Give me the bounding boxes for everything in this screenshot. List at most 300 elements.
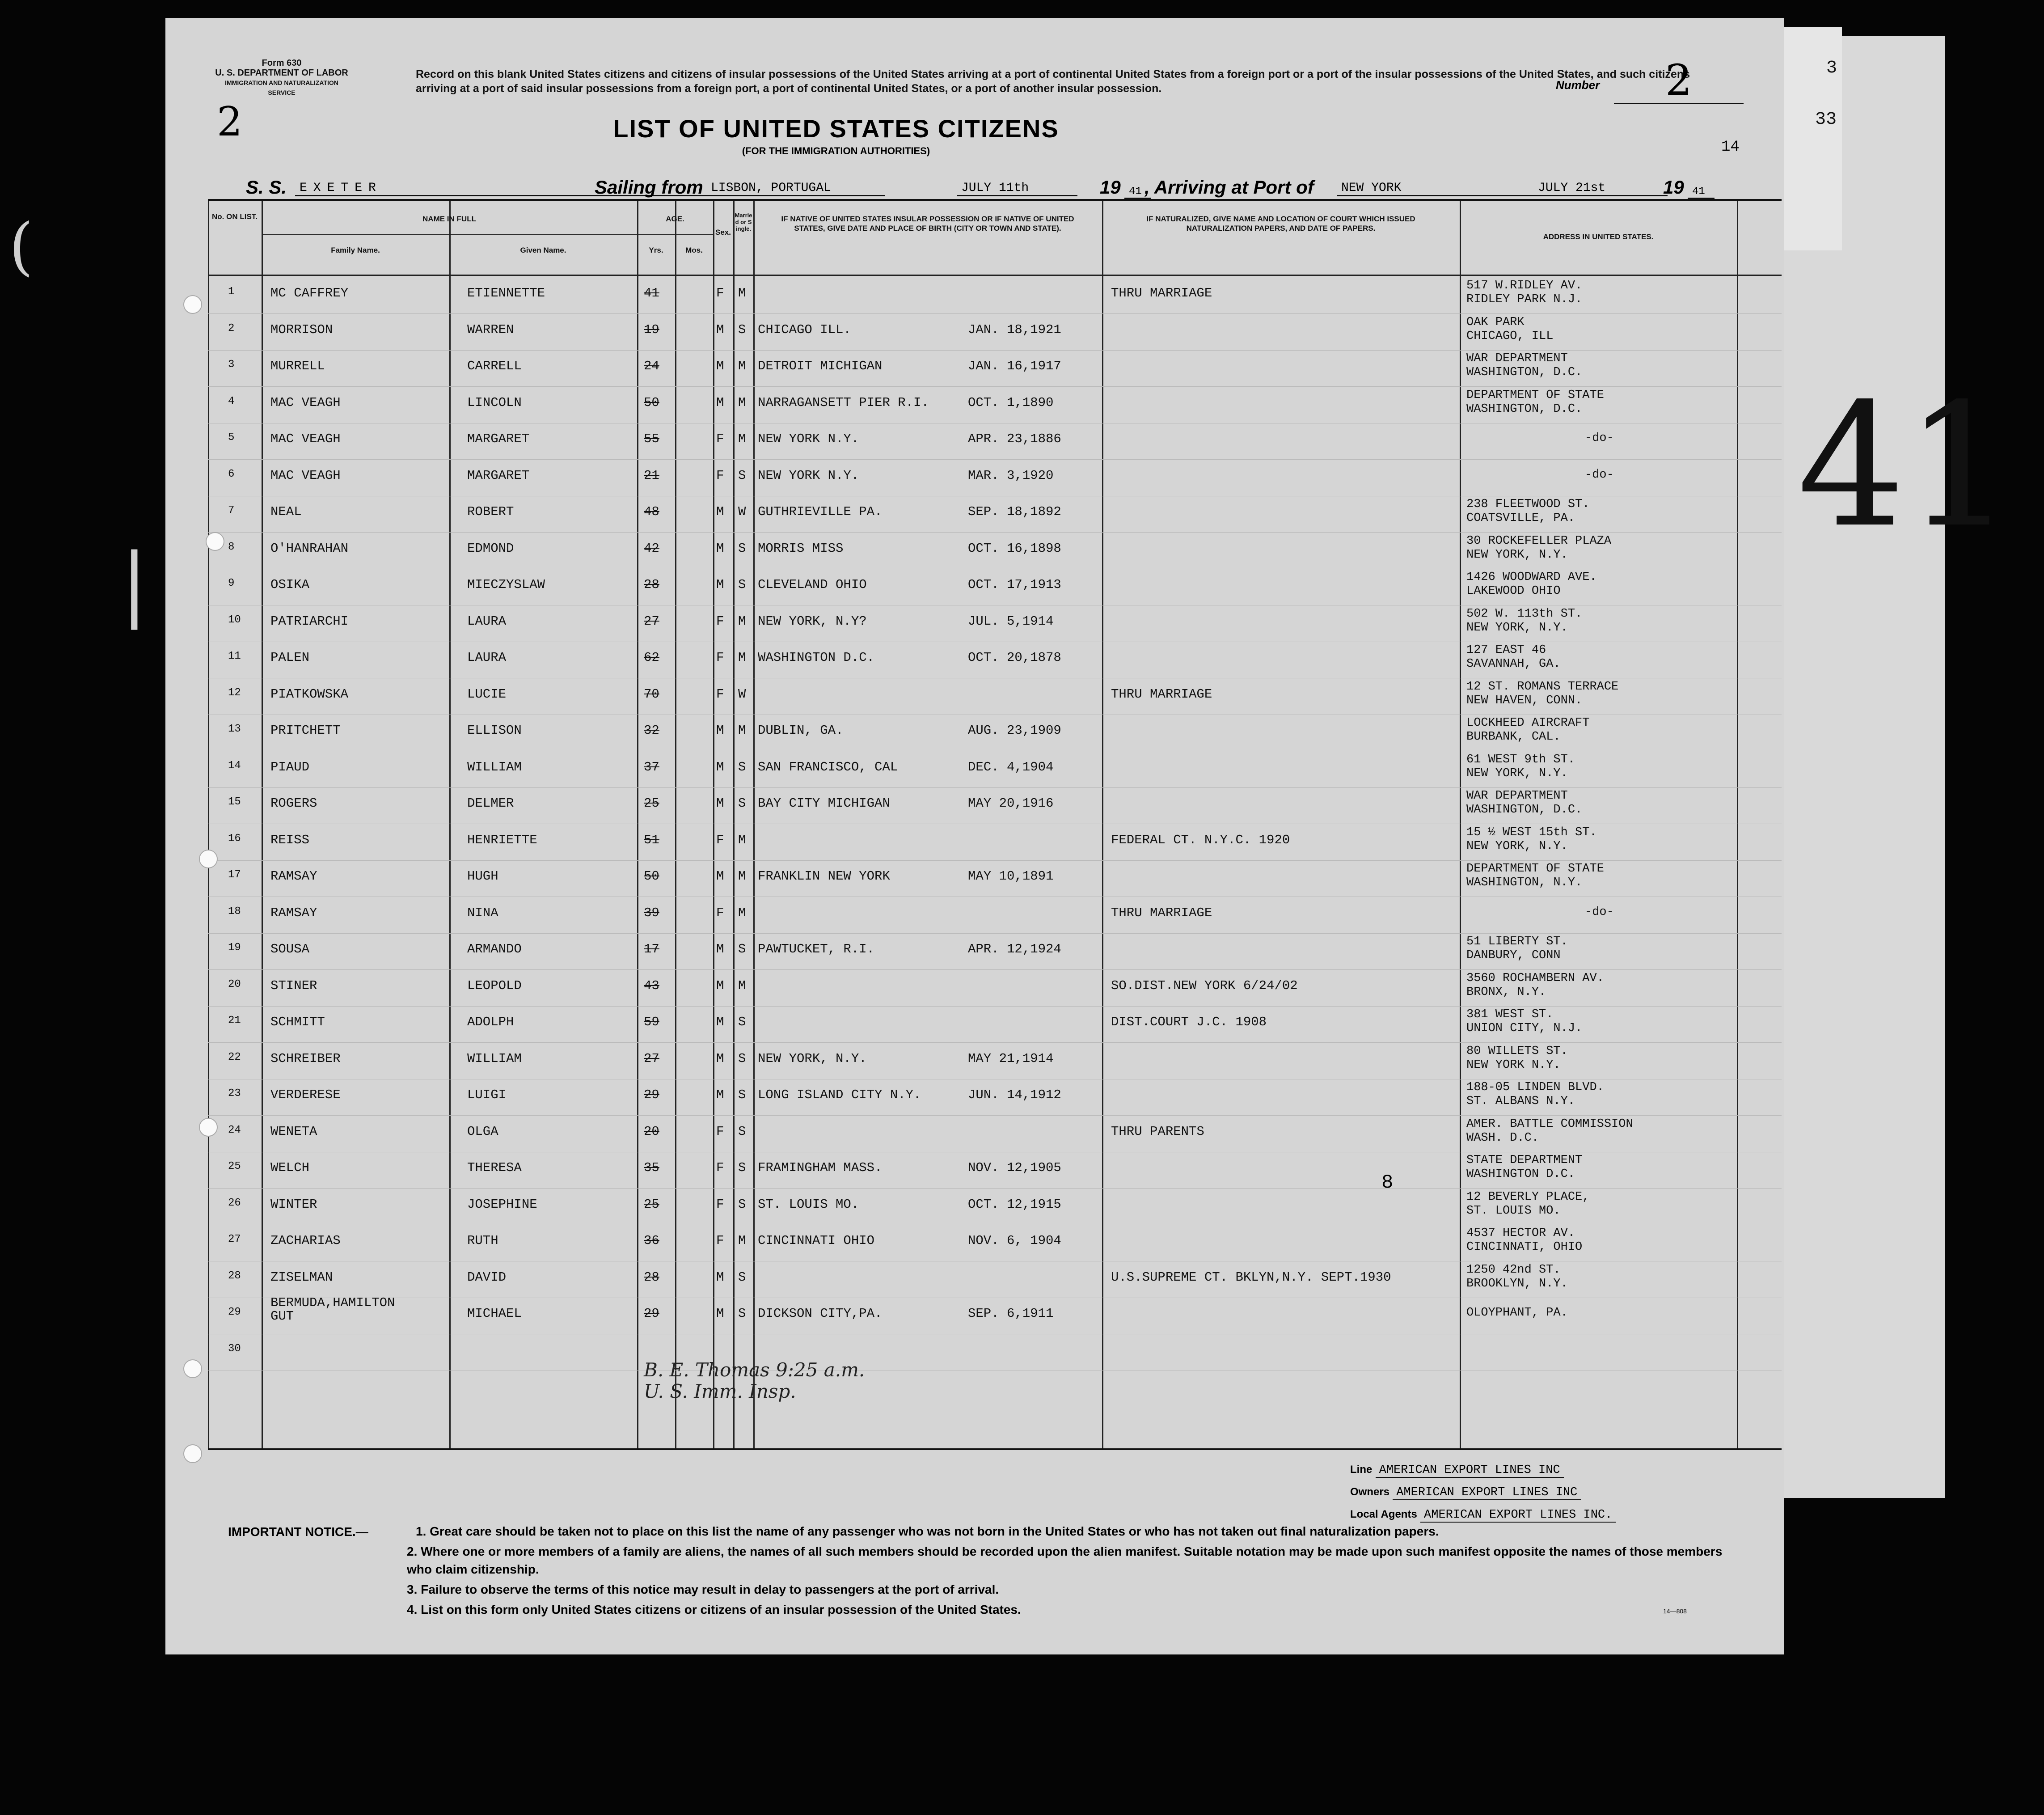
birthplace-cell: NEW YORK, N.Y? bbox=[758, 613, 867, 629]
address-line-2: CINCINNATI, OHIO bbox=[1466, 1240, 1583, 1254]
list-number-cell: 26 bbox=[228, 1197, 241, 1209]
address-line-1: 517 W.RIDLEY AV. bbox=[1466, 279, 1583, 292]
ship-name: EXETER bbox=[295, 181, 751, 196]
marital-status-cell: M bbox=[738, 395, 746, 410]
signature-line-1: B. E. Thomas 9:25 a.m. bbox=[644, 1359, 865, 1381]
sex-cell: M bbox=[716, 978, 724, 993]
signature-line-2: U. S. Imm. Insp. bbox=[644, 1380, 796, 1402]
given-name-cell: LUIGI bbox=[467, 1087, 507, 1102]
list-number-cell: 1 bbox=[228, 286, 235, 298]
address-line-1: DEPARTMENT OF STATE bbox=[1466, 862, 1604, 876]
sex-cell: F bbox=[716, 1124, 724, 1139]
form-instructions: Record on this blank United States citizens and citizens of insular possessions of the United States arriving at a port of continental United States from a foreign port or a port of the insular possessions of the United States, and such citizens arriving at a port of said insular possessions from a foreign port, a port of continental United States, or a port of another insular possession. bbox=[416, 68, 1690, 95]
address-line-2: NEW YORK, N.Y. bbox=[1466, 839, 1568, 853]
age-cell: 51 bbox=[644, 832, 659, 847]
address-line-1: 1250 42nd ST. bbox=[1466, 1263, 1561, 1277]
address-line-2: WASHINGTON D.C. bbox=[1466, 1168, 1575, 1181]
address-line-2: WASH. D.C. bbox=[1466, 1131, 1539, 1145]
given-name-cell: NINA bbox=[467, 905, 498, 920]
list-number-cell: 27 bbox=[228, 1233, 241, 1245]
marital-status-cell: S bbox=[738, 577, 746, 592]
form-number: Form 630 bbox=[262, 58, 302, 68]
sex-cell: M bbox=[716, 504, 724, 519]
table-row bbox=[208, 605, 1782, 642]
age-cell: 48 bbox=[644, 504, 659, 519]
sex-cell: M bbox=[716, 1087, 724, 1102]
agents-row bbox=[1350, 1507, 1616, 1522]
given-name-cell: ELLISON bbox=[467, 723, 522, 738]
table-row bbox=[208, 824, 1782, 861]
sailing-year: 41 bbox=[1124, 186, 1151, 199]
ss-label: S. S. bbox=[246, 177, 287, 198]
age-cell: 35 bbox=[644, 1160, 659, 1175]
family-name-cell: SOUSA bbox=[270, 942, 310, 956]
family-name-cell: PIATKOWSKA bbox=[270, 686, 349, 702]
address-line-2: WASHINGTON, D.C. bbox=[1466, 366, 1583, 379]
family-name-cell: WELCH bbox=[270, 1160, 310, 1175]
given-name-cell: LUCIE bbox=[467, 686, 507, 702]
header-given-name: Given Name. bbox=[520, 246, 566, 254]
arrival-date: JULY 21st bbox=[1533, 181, 1668, 196]
corner-number: 14 bbox=[1721, 139, 1740, 156]
table-row bbox=[208, 641, 1782, 678]
table-row bbox=[208, 277, 1782, 314]
birthplace-cell: FRANKLIN NEW YORK bbox=[758, 869, 890, 884]
family-name-cell: SCHMITT bbox=[270, 1015, 325, 1029]
list-number-cell: 28 bbox=[228, 1269, 241, 1282]
binder-hole bbox=[183, 1359, 202, 1378]
address-line-1: 238 FLEETWOOD ST. bbox=[1466, 498, 1590, 511]
table-row bbox=[208, 787, 1782, 824]
list-number-cell: 4 bbox=[228, 395, 235, 407]
age-cell: 17 bbox=[644, 942, 659, 956]
owners-label: Owners bbox=[1350, 1486, 1390, 1498]
header-years: Yrs. bbox=[649, 246, 663, 254]
table-row bbox=[208, 423, 1782, 460]
birthplace-cell: DUBLIN, GA. bbox=[758, 723, 844, 738]
address-line-1: OLOYPHANT, PA. bbox=[1466, 1306, 1568, 1320]
given-name-cell: OLGA bbox=[467, 1124, 498, 1139]
naturalization-cell: DIST.COURT J.C. 1908 bbox=[1111, 1015, 1267, 1029]
address-line-2: NEW YORK, N.Y. bbox=[1466, 766, 1568, 780]
marital-status-cell: M bbox=[738, 286, 746, 300]
address-line-2: BROOKLYN, N.Y. bbox=[1466, 1277, 1568, 1290]
address-line-1: -do- bbox=[1585, 432, 1614, 445]
table-row bbox=[208, 1297, 1782, 1334]
list-number-cell: 24 bbox=[228, 1124, 241, 1136]
table-row bbox=[208, 459, 1782, 496]
naturalization-cell: THRU MARRIAGE bbox=[1111, 286, 1212, 300]
side-number-33: 33 bbox=[1815, 110, 1837, 130]
sex-cell: M bbox=[716, 541, 724, 556]
age-cell: 32 bbox=[644, 723, 659, 738]
birthplace-cell: SAN FRANCISCO, CAL bbox=[758, 759, 898, 774]
address-line-1: 61 WEST 9th ST. bbox=[1466, 753, 1575, 766]
list-number-cell: 22 bbox=[228, 1051, 241, 1063]
table-row bbox=[208, 532, 1782, 569]
birth-date-cell: APR. 12,1924 bbox=[968, 942, 1061, 956]
birthplace-cell: ST. LOUIS MO. bbox=[758, 1197, 859, 1212]
given-name-cell: MICHAEL bbox=[467, 1306, 522, 1321]
list-number-cell: 11 bbox=[228, 650, 241, 662]
sex-cell: F bbox=[716, 286, 724, 300]
marital-status-cell: M bbox=[738, 613, 746, 629]
binder-hole bbox=[183, 1444, 202, 1463]
number-label: Number bbox=[1556, 78, 1600, 92]
given-name-cell: MARGARET bbox=[467, 432, 530, 446]
notice-3: 3. Failure to observe the terms of this notice may result in delay to passengers at the port of arrival. bbox=[407, 1582, 999, 1596]
given-name-cell: HENRIETTE bbox=[467, 832, 537, 847]
given-name-cell: ETIENNETTE bbox=[467, 286, 545, 300]
birth-date-cell: AUG. 23,1909 bbox=[968, 723, 1061, 738]
birth-date-cell: SEP. 6,1911 bbox=[968, 1306, 1054, 1321]
birth-date-cell: NOV. 6, 1904 bbox=[968, 1233, 1061, 1248]
list-number-cell: 19 bbox=[228, 942, 241, 954]
list-number-cell: 3 bbox=[228, 359, 235, 371]
address-line-2: ST. ALBANS N.Y. bbox=[1466, 1095, 1575, 1108]
list-number-cell: 8 bbox=[228, 541, 235, 553]
age-cell: 50 bbox=[644, 869, 659, 884]
address-line-2: NEW YORK N.Y. bbox=[1466, 1058, 1561, 1072]
marital-status-cell: M bbox=[738, 432, 746, 446]
marital-status-cell: M bbox=[738, 832, 746, 847]
passenger-table bbox=[208, 199, 1782, 1450]
header-sex: Sex. bbox=[715, 228, 731, 237]
age-cell: 36 bbox=[644, 1233, 659, 1248]
address-line-1: 502 W. 113th ST. bbox=[1466, 607, 1583, 621]
handwritten-page-number: 2 bbox=[217, 98, 243, 145]
list-number-cell: 7 bbox=[228, 504, 235, 516]
sex-cell: M bbox=[716, 796, 724, 811]
family-name-cell: ZACHARIAS bbox=[270, 1233, 341, 1248]
marital-status-cell: M bbox=[738, 650, 746, 665]
list-number-cell: 12 bbox=[228, 686, 241, 699]
address-line-2: WASHINGTON, N.Y. bbox=[1466, 876, 1583, 889]
table-row bbox=[208, 678, 1782, 715]
family-name-cell: NEAL bbox=[270, 504, 302, 519]
birth-date-cell: MAY 21,1914 bbox=[968, 1051, 1054, 1066]
address-line-2: CHICAGO, ILL bbox=[1466, 329, 1554, 343]
age-cell: 42 bbox=[644, 541, 659, 556]
address-line-1: 188-05 LINDEN BLVD. bbox=[1466, 1081, 1604, 1094]
header-list-number: No. ON LIST. bbox=[212, 212, 258, 221]
given-name-cell: RUTH bbox=[467, 1233, 498, 1248]
sex-cell: F bbox=[716, 468, 724, 483]
address-line-2: SAVANNAH, GA. bbox=[1466, 657, 1561, 671]
address-line-1: -do- bbox=[1585, 468, 1614, 482]
given-name-cell: MIECZYSLAW bbox=[467, 577, 545, 592]
page-subtitle: (FOR THE IMMIGRATION AUTHORITIES) bbox=[742, 145, 930, 157]
marital-status-cell: W bbox=[738, 686, 746, 702]
address-line-1: WAR DEPARTMENT bbox=[1466, 352, 1568, 365]
family-name-cell: STINER bbox=[270, 978, 317, 993]
marital-status-cell: S bbox=[738, 796, 746, 811]
address-line-1: 12 ST. ROMANS TERRACE bbox=[1466, 680, 1619, 694]
given-name-cell: CARRELL bbox=[467, 359, 522, 373]
family-name-cell: ZISELMAN bbox=[270, 1269, 333, 1285]
birthplace-cell: FRAMINGHAM MASS. bbox=[758, 1160, 883, 1175]
given-name-cell: ARMANDO bbox=[467, 942, 522, 956]
marital-status-cell: S bbox=[738, 541, 746, 556]
address-line-1: 51 LIBERTY ST. bbox=[1466, 935, 1568, 948]
family-name-cell: OSIKA bbox=[270, 577, 310, 592]
notice-2: 2. Where one or more members of a family are aliens, the names of all such members should be recorded upon the alien manifest. Suitable notation may be made upon such manifest opposite the names of those members who claim citizenship. bbox=[407, 1544, 1723, 1576]
given-name-cell: DAVID bbox=[467, 1269, 507, 1285]
family-name-cell: PATRIARCHI bbox=[270, 613, 349, 629]
sex-cell: F bbox=[716, 1233, 724, 1248]
address-line-2: RIDLEY PARK N.J. bbox=[1466, 293, 1583, 306]
table-row bbox=[208, 1334, 1782, 1371]
birthplace-cell: CINCINNATI OHIO bbox=[758, 1233, 875, 1248]
age-cell: 29 bbox=[644, 1087, 659, 1102]
arriving-label: , Arriving at Port of bbox=[1144, 177, 1314, 198]
list-number-cell: 16 bbox=[228, 832, 241, 845]
notice-4: 4. List on this form only United States citizens or citizens of an insular possession of the United States. bbox=[407, 1603, 1021, 1616]
birthplace-cell: CLEVELAND OHIO bbox=[758, 577, 867, 592]
given-name-cell: LAURA bbox=[467, 650, 507, 665]
address-line-2: WASHINGTON, D.C. bbox=[1466, 803, 1583, 817]
header-age: AGE. bbox=[666, 215, 684, 223]
sex-cell: F bbox=[716, 832, 724, 847]
birthplace-cell: NARRAGANSETT PIER R.I. bbox=[758, 395, 929, 410]
header-married-single: Married or Single. bbox=[735, 212, 752, 232]
age-cell: 70 bbox=[644, 686, 659, 702]
binder-hole bbox=[199, 1118, 218, 1137]
inspector-signature bbox=[644, 1359, 865, 1402]
marital-status-cell: M bbox=[738, 978, 746, 993]
age-cell: 20 bbox=[644, 1124, 659, 1139]
birthplace-cell: DICKSON CITY,PA. bbox=[758, 1306, 883, 1321]
family-name-cell: SCHREIBER bbox=[270, 1051, 341, 1066]
given-name-cell: JOSEPHINE bbox=[467, 1197, 537, 1212]
sex-cell: F bbox=[716, 1197, 724, 1212]
list-number-cell: 14 bbox=[228, 759, 241, 772]
marital-status-cell: S bbox=[738, 1160, 746, 1175]
sex-cell: F bbox=[716, 1160, 724, 1175]
sex-cell: M bbox=[716, 322, 724, 337]
sailing-date: JULY 11th bbox=[957, 181, 1077, 196]
birthplace-cell: WASHINGTON D.C. bbox=[758, 650, 875, 665]
table-row bbox=[208, 1151, 1782, 1189]
age-cell: 21 bbox=[644, 468, 659, 483]
table-row bbox=[208, 969, 1782, 1007]
list-number-cell: 30 bbox=[228, 1342, 241, 1355]
address-line-2: ST. LOUIS MO. bbox=[1466, 1204, 1561, 1218]
list-number-cell: 15 bbox=[228, 796, 241, 808]
handwritten-41: 41 bbox=[1797, 367, 2014, 565]
age-cell: 39 bbox=[644, 905, 659, 920]
sex-cell: M bbox=[716, 869, 724, 884]
owners-row bbox=[1350, 1485, 1581, 1499]
given-name-cell: LAURA bbox=[467, 613, 507, 629]
table-row bbox=[208, 933, 1782, 970]
family-name-cell: WENETA bbox=[270, 1124, 317, 1139]
birth-date-cell: APR. 23,1886 bbox=[968, 432, 1061, 446]
age-cell: 43 bbox=[644, 978, 659, 993]
given-name-cell: WILLIAM bbox=[467, 1051, 522, 1066]
sex-cell: M bbox=[716, 1015, 724, 1029]
given-name-cell: WARREN bbox=[467, 322, 514, 337]
table-row bbox=[208, 714, 1782, 751]
owners-value: AMERICAN EXPORT LINES INC bbox=[1393, 1486, 1581, 1500]
address-line-2: NEW HAVEN, CONN. bbox=[1466, 694, 1583, 707]
given-name-cell: HUGH bbox=[467, 869, 498, 884]
age-cell: 25 bbox=[644, 796, 659, 811]
sex-cell: F bbox=[716, 432, 724, 446]
notice-1: 1. Great care should be taken not to place on this list the name of any passenger who was not born in the United States or who has not taken out final naturalization papers. bbox=[416, 1524, 1439, 1538]
list-number-cell: 13 bbox=[228, 723, 241, 735]
age-cell: 62 bbox=[644, 650, 659, 665]
list-number-cell: 10 bbox=[228, 613, 241, 626]
birth-date-cell: JUN. 14,1912 bbox=[968, 1087, 1061, 1102]
birth-date-cell: JAN. 16,1917 bbox=[968, 359, 1061, 373]
age-cell: 59 bbox=[644, 1015, 659, 1029]
birthplace-cell: BAY CITY MICHIGAN bbox=[758, 796, 890, 811]
family-name-cell: MAC VEAGH bbox=[270, 468, 341, 483]
sex-cell: M bbox=[716, 1269, 724, 1285]
given-name-cell: MARGARET bbox=[467, 468, 530, 483]
address-line-1: WAR DEPARTMENT bbox=[1466, 789, 1568, 803]
given-name-cell: DELMER bbox=[467, 796, 514, 811]
age-cell: 55 bbox=[644, 432, 659, 446]
family-name-cell: MORRISON bbox=[270, 322, 333, 337]
marital-status-cell: M bbox=[738, 359, 746, 373]
table-row bbox=[208, 1115, 1782, 1152]
age-cell: 27 bbox=[644, 613, 659, 629]
family-name-cell: ROGERS bbox=[270, 796, 317, 811]
arrival-port: NEW YORK bbox=[1337, 181, 1533, 196]
marital-status-cell: S bbox=[738, 1197, 746, 1212]
marital-status-cell: S bbox=[738, 1087, 746, 1102]
sex-cell: M bbox=[716, 759, 724, 774]
age-cell: 29 bbox=[644, 1306, 659, 1321]
family-name-cell: MAC VEAGH bbox=[270, 432, 341, 446]
family-name-cell: WINTER bbox=[270, 1197, 317, 1212]
binder-hole bbox=[183, 295, 202, 314]
given-name-cell: LINCOLN bbox=[467, 395, 522, 410]
naturalization-cell: SO.DIST.NEW YORK 6/24/02 bbox=[1111, 978, 1298, 993]
age-cell: 37 bbox=[644, 759, 659, 774]
table-row bbox=[208, 1224, 1782, 1261]
given-name-cell: EDMOND bbox=[467, 541, 514, 556]
form-code: 14—808 bbox=[1663, 1608, 1687, 1615]
birth-date-cell: OCT. 16,1898 bbox=[968, 541, 1061, 556]
table-row bbox=[208, 495, 1782, 533]
marital-status-cell: S bbox=[738, 1051, 746, 1066]
sex-cell: F bbox=[716, 613, 724, 629]
agents-value: AMERICAN EXPORT LINES INC. bbox=[1420, 1508, 1616, 1523]
birth-date-cell: MAR. 3,1920 bbox=[968, 468, 1054, 483]
naturalization-cell: THRU MARRIAGE bbox=[1111, 905, 1212, 920]
table-row bbox=[208, 1188, 1782, 1225]
birthplace-cell: NEW YORK N.Y. bbox=[758, 432, 859, 446]
family-name-cell: BERMUDA,HAMILTON GUT bbox=[270, 1295, 395, 1324]
table-row bbox=[208, 386, 1782, 423]
family-name-cell: MAC VEAGH bbox=[270, 395, 341, 410]
marital-status-cell: W bbox=[738, 504, 746, 519]
birth-date-cell: MAY 20,1916 bbox=[968, 796, 1054, 811]
table-row bbox=[208, 350, 1782, 387]
marital-status-cell: M bbox=[738, 905, 746, 920]
sex-cell: M bbox=[716, 359, 724, 373]
marital-status-cell: S bbox=[738, 1269, 746, 1285]
naturalization-cell: FEDERAL CT. N.Y.C. 1920 bbox=[1111, 832, 1290, 847]
age-cell: 25 bbox=[644, 1197, 659, 1212]
family-name-cell: PRITCHETT bbox=[270, 723, 341, 738]
family-name-cell: MURRELL bbox=[270, 359, 325, 373]
address-line-2: DANBURY, CONN bbox=[1466, 949, 1561, 962]
address-line-1: STATE DEPARTMENT bbox=[1466, 1154, 1583, 1167]
marital-status-cell: M bbox=[738, 869, 746, 884]
table-row bbox=[208, 313, 1782, 351]
address-line-1: OAK PARK bbox=[1466, 315, 1525, 329]
list-number: 2 bbox=[1614, 58, 1744, 104]
table-row bbox=[208, 860, 1782, 897]
list-number-cell: 9 bbox=[228, 577, 235, 589]
manifest-page bbox=[165, 18, 1784, 1654]
table-row bbox=[208, 1042, 1782, 1079]
age-cell: 28 bbox=[644, 577, 659, 592]
header-months: Mos. bbox=[685, 246, 703, 254]
list-number-cell: 6 bbox=[228, 468, 235, 480]
birth-date-cell: JAN. 18,1921 bbox=[968, 322, 1061, 337]
sex-cell: M bbox=[716, 395, 724, 410]
header-family-name: Family Name. bbox=[331, 246, 380, 254]
address-line-1: 15 ½ WEST 15th ST. bbox=[1466, 825, 1597, 839]
marital-status-cell: S bbox=[738, 1124, 746, 1139]
address-line-1: -do- bbox=[1585, 905, 1614, 919]
given-name-cell: THERESA bbox=[467, 1160, 522, 1175]
sailing-year-prefix: 19 bbox=[1100, 177, 1121, 198]
address-line-1: 4537 HECTOR AV. bbox=[1466, 1227, 1575, 1240]
table-row bbox=[208, 1079, 1782, 1116]
left-margin-mark: | bbox=[121, 537, 148, 630]
given-name-cell: ADOLPH bbox=[467, 1015, 514, 1029]
address-line-1: DEPARTMENT OF STATE bbox=[1466, 388, 1604, 402]
given-name-cell: ROBERT bbox=[467, 504, 514, 519]
age-cell: 50 bbox=[644, 395, 659, 410]
left-margin-mark: ( bbox=[9, 210, 34, 283]
family-name-cell: RAMSAY bbox=[270, 905, 317, 920]
sex-cell: F bbox=[716, 686, 724, 702]
form-identifier bbox=[215, 58, 349, 97]
address-line-1: 30 ROCKEFELLER PLAZA bbox=[1466, 534, 1612, 548]
table-row bbox=[208, 751, 1782, 788]
address-line-2: WASHINGTON, D.C. bbox=[1466, 402, 1583, 416]
family-name-cell: REISS bbox=[270, 832, 310, 847]
marital-status-cell: M bbox=[738, 723, 746, 738]
address-line-1: 80 WILLETS ST. bbox=[1466, 1044, 1568, 1058]
birthplace-cell: LONG ISLAND CITY N.Y. bbox=[758, 1087, 921, 1102]
birth-date-cell: OCT. 17,1913 bbox=[968, 577, 1061, 592]
agents-label: Local Agents bbox=[1350, 1508, 1417, 1520]
address-line-1: 127 EAST 46 bbox=[1466, 643, 1546, 657]
age-cell: 19 bbox=[644, 322, 659, 337]
table-row bbox=[208, 1261, 1782, 1298]
naturalization-cell: U.S.SUPREME CT. BKLYN,N.Y. SEPT.1930 bbox=[1111, 1269, 1391, 1285]
service-name: IMMIGRATION AND NATURALIZATION SERVICE bbox=[225, 79, 338, 96]
sex-cell: M bbox=[716, 577, 724, 592]
line-row bbox=[1350, 1462, 1564, 1477]
birthplace-cell: DETROIT MICHIGAN bbox=[758, 359, 883, 373]
notice-title: IMPORTANT NOTICE.— bbox=[228, 1525, 368, 1539]
age-cell: 28 bbox=[644, 1269, 659, 1285]
birthplace-cell: CHICAGO ILL. bbox=[758, 322, 851, 337]
address-line-1: 3560 ROCHAMBERN AV. bbox=[1466, 971, 1604, 985]
given-name-cell: WILLIAM bbox=[467, 759, 522, 774]
family-name-cell: VERDERESE bbox=[270, 1087, 341, 1102]
binder-hole bbox=[199, 850, 218, 868]
